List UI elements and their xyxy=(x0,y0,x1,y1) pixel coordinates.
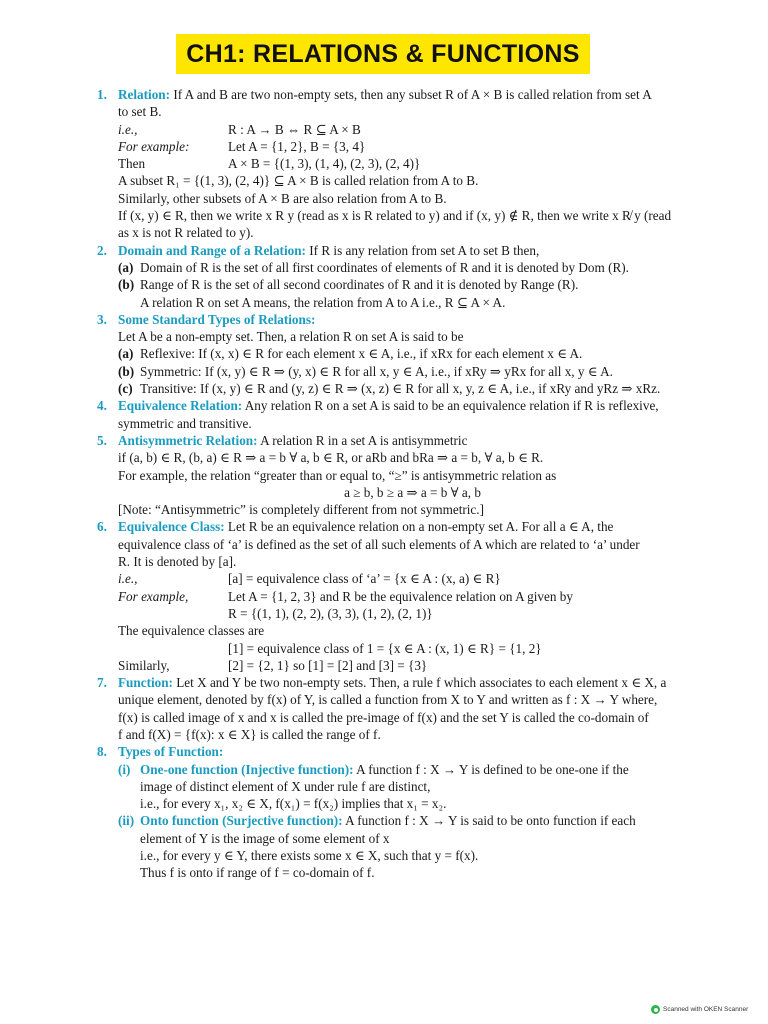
oken-logo-icon xyxy=(651,1005,660,1014)
section-heading: Equivalence Class: xyxy=(118,519,225,535)
label: i.e., xyxy=(118,571,138,587)
item-text: Domain of R is the set of all first coordinates of elements of R and it is denoted by Dom (R). xyxy=(140,259,629,275)
definition-text: equivalence class of ‘a’ is defined as the set of all such elements of A which are related to ‘a’ under xyxy=(118,536,640,552)
section-relation xyxy=(97,86,707,242)
page-title: CH1: RELATIONS & FUNCTIONS xyxy=(186,39,580,68)
label: Then xyxy=(118,156,146,172)
text-line: A subset R₁ = {(1, 3), (2, 4)} ⊆ A × B is called relation from A to B. xyxy=(118,173,479,189)
definition-text: If R is any relation from set A to set B then, xyxy=(309,242,540,258)
scanner-watermark xyxy=(651,1005,748,1014)
item-tag: (ii) xyxy=(118,813,135,829)
section-number: 4. xyxy=(97,398,107,414)
section-domain-range xyxy=(97,242,707,311)
definition-text: Let R be an equivalence relation on a non-empty set A. For all a ∈ A, the xyxy=(227,519,614,535)
text-line: If (x, y) ∈ R, then we write x R y (read as x is R related to y) and if (x, y) ∉ R, then we write x R̸ y (read xyxy=(118,208,672,224)
label: Similarly, xyxy=(118,657,170,673)
section-heading: Relation: xyxy=(118,87,171,102)
definition-text: symmetric and transitive. xyxy=(118,415,252,431)
section-number: 2. xyxy=(97,242,107,258)
item-tag: (b) xyxy=(118,363,135,379)
section-number: 7. xyxy=(97,675,107,691)
label: For example, xyxy=(118,588,189,604)
formula: Let A = {1, 2}, B = {3, 4} xyxy=(228,138,366,154)
section-antisymmetric xyxy=(97,432,707,518)
formula: [2] = {2, 1} so [1] = [2] and [3] = {3} xyxy=(228,657,428,673)
formula: A × B = {(1, 3), (1, 4), (2, 3), (2, 4)} xyxy=(228,156,421,172)
section-heading: Antisymmetric Relation: xyxy=(118,432,258,448)
item-text: A function f : X → Y is said to be onto function if each xyxy=(345,813,636,829)
section-equivalence-relation xyxy=(97,397,707,432)
item-text: Thus f is onto if range of f = co-domain of f. xyxy=(140,865,375,881)
section-heading: Some Standard Types of Relations: xyxy=(118,311,316,327)
section-types-of-function xyxy=(97,743,707,881)
definition-text: to set B. xyxy=(118,104,162,120)
definition-text: A relation R in a set A is antisymmetric xyxy=(260,432,468,448)
formula: [1] = equivalence class of 1 = {x ∈ A : (x, 1) ∈ R} = {1, 2} xyxy=(228,640,542,656)
item-text: Symmetric: If (x, y) ∈ R ⇒ (y, x) ∈ R for all x, y ∈ A, i.e., if xRy ⇒ yRx for all x, y ∈ A. xyxy=(140,363,613,379)
note-text: [Note: “Antisymmetric” is completely different from not symmetric.] xyxy=(118,502,484,518)
formula: Let A = {1, 2, 3} and R be the equivalence relation on A given by xyxy=(228,588,573,604)
section-heading: Equivalence Relation: xyxy=(118,398,243,414)
label: For example: xyxy=(118,138,190,154)
label: i.e., xyxy=(118,121,138,137)
item-tag: (a) xyxy=(118,259,134,275)
formula: a ≥ b, b ≥ a ⇒ a = b ∀ a, b xyxy=(344,484,481,500)
text-line: A relation R on set A means, the relation from A to A i.e., R ⊆ A × A. xyxy=(140,294,506,310)
definition-text: If A and B are two non-empty sets, then any subset R of A × B is called relation from set A xyxy=(173,87,652,102)
item-text: Reflexive: If (x, x) ∈ R for each element x ∈ A, i.e., if xRx for each element x ∈ A. xyxy=(140,346,583,362)
text-line: The equivalence classes are xyxy=(118,623,265,639)
item-tag: (a) xyxy=(118,346,134,362)
item-tag: (i) xyxy=(118,761,131,777)
definition-text: R. It is denoted by [a]. xyxy=(118,554,237,570)
section-number: 1. xyxy=(97,87,107,102)
item-text: Range of R is the set of all second coordinates of R and it is denoted by Range (R). xyxy=(140,277,579,293)
text-line: Let A be a non-empty set. Then, a relation R on set A is said to be xyxy=(118,329,464,345)
text-line: as x is not R related to y). xyxy=(118,225,254,241)
definition-text: f and f(X) = {f(x): x ∈ X} is called the range of f. xyxy=(118,726,381,742)
item-text: Transitive: If (x, y) ∈ R and (y, z) ∈ R ⇒ (x, z) ∈ R for all x, y, z ∈ A, i.e., if xRy and yRz ⇒ xRz. xyxy=(140,381,661,397)
section-standard-types xyxy=(97,311,707,397)
section-heading: Types of Function: xyxy=(118,744,224,760)
item-text: i.e., for every y ∈ Y, there exists some x ∈ X, such that y = f(x). xyxy=(140,848,479,864)
section-number: 5. xyxy=(97,432,107,448)
item-text: i.e., for every x₁, x₂ ∈ X, f(x₁) = f(x₂) implies that x₁ = x₂. xyxy=(140,796,447,812)
definition-text: unique element, denoted by f(x) of Y, is called a function from X to Y and written as f : X → Y where, xyxy=(118,692,658,708)
document-body xyxy=(97,86,707,882)
definition-text: Any relation R on a set A is said to be an equivalence relation if R is reflexive, xyxy=(244,398,659,414)
formula: R = {(1, 1), (2, 2), (3, 3), (1, 2), (2, 1)} xyxy=(228,605,433,621)
text-line: For example, the relation “greater than or equal to, “≥” is antisymmetric relation as xyxy=(118,467,557,483)
section-number: 8. xyxy=(97,744,107,760)
item-text: element of Y is the image of some element of x xyxy=(140,830,390,846)
item-heading: One-one function (Injective function): xyxy=(140,761,354,777)
definition-text: f(x) is called image of x and x is called the pre-image of f(x) and the set Y is called the co-domain of xyxy=(118,709,649,725)
section-heading: Function: xyxy=(118,675,173,691)
definition-text: Let X and Y be two non-empty sets. Then, a rule f which associates to each element x ∈ X, a xyxy=(176,675,667,691)
item-heading: Onto function (Surjective function): xyxy=(140,813,343,829)
text-line: Similarly, other subsets of A × B are also relation from A to B. xyxy=(118,190,447,206)
section-number: 6. xyxy=(97,519,107,535)
item-tag: (b) xyxy=(118,277,135,293)
section-heading: Domain and Range of a Relation: xyxy=(118,242,306,258)
section-equivalence-class xyxy=(97,518,707,674)
section-function xyxy=(97,674,707,743)
formula: [a] = equivalence class of ‘a’ = {x ∈ A : (x, a) ∈ R} xyxy=(228,571,501,587)
item-text: A function f : X → Y is defined to be one-one if the xyxy=(356,761,629,777)
item-tag: (c) xyxy=(118,381,133,397)
watermark-text: Scanned with OKEN Scanner xyxy=(663,1006,749,1013)
section-number: 3. xyxy=(97,311,107,327)
text-line: if (a, b) ∈ R, (b, a) ∈ R ⇒ a = b ∀ a, b ∈ R, or aRb and bRa ⇒ a = b, ∀ a, b ∈ R. xyxy=(118,450,544,466)
formula: R : A → B ⇔ R ⊆ A × B xyxy=(228,121,361,137)
item-text: image of distinct element of X under rule f are distinct, xyxy=(140,778,431,794)
title-banner xyxy=(176,34,590,74)
